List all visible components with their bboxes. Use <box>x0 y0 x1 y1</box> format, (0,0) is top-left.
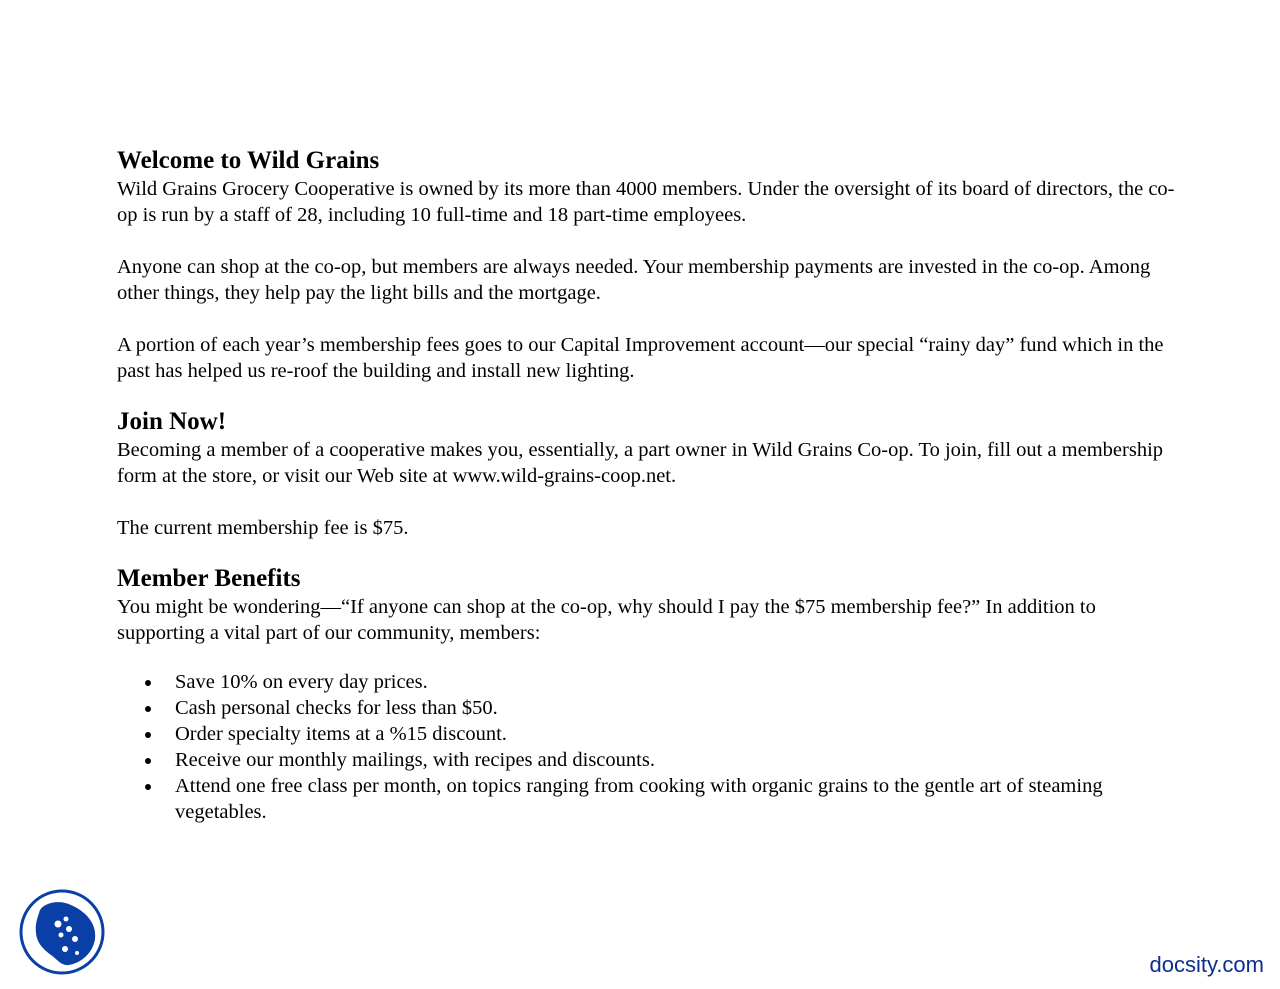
heading-join-now: Join Now! <box>117 408 227 435</box>
docsity-logo-icon[interactable] <box>19 889 105 975</box>
heading-welcome: Welcome to Wild Grains <box>117 147 380 174</box>
list-item-text: Receive our monthly mailings, with recipes and discounts. <box>175 749 655 771</box>
paragraph-capital-improvement: A portion of each year’s membership fees goes to our Capital Improvement account—our special “rainy day” fund which in the past has helped us re-roof the building and install new lighting. <box>117 334 1164 382</box>
paragraph-ownership: Wild Grains Grocery Cooperative is owned by its more than 4000 members. Under the oversight of its board of directors, the co-op is run by a staff of 28, including 10 full-time and 18 part-time employees. <box>117 178 1175 226</box>
document-page <box>117 146 1177 825</box>
bullet-icon <box>145 706 151 712</box>
paragraph-benefits-intro: You might be wondering—“If anyone can shop at the co-op, why should I pay the $75 membership fee?” In addition to supporting a vital part of our community, members: <box>117 596 1096 644</box>
list-item-text: Save 10% on every day prices. <box>175 671 428 693</box>
paragraph-membership-fee: The current membership fee is $75. <box>117 517 409 539</box>
list-item <box>117 721 1177 747</box>
list-item <box>117 773 1177 825</box>
benefits-list <box>117 669 1177 825</box>
paragraph-becoming-member: Becoming a member of a cooperative makes you, essentially, a part owner in Wild Grains Co-op. To join, fill out a membership form at the store, or visit our Web site at www.wild-grains-coop.net. <box>117 439 1164 487</box>
bullet-icon <box>145 680 151 686</box>
bullet-icon <box>145 732 151 738</box>
list-item-text: Attend one free class per month, on topics ranging from cooking with organic grains to the gentle art of steaming vegetables. <box>175 775 1103 823</box>
bullet-icon <box>145 758 151 764</box>
bullet-icon <box>145 784 151 790</box>
list-item-text: Cash personal checks for less than $50. <box>175 697 498 719</box>
list-item <box>117 747 1177 773</box>
list-item-text: Order specialty items at a %15 discount. <box>175 723 507 745</box>
heading-member-benefits: Member Benefits <box>117 565 301 592</box>
docsity-brand-link[interactable]: docsity.com <box>1149 952 1264 977</box>
list-item <box>117 695 1177 721</box>
list-item <box>117 669 1177 695</box>
paragraph-shopping: Anyone can shop at the co-op, but members are always needed. Your membership payments are invested in the co-op. Among other things, they help pay the light bills and the mortgage. <box>117 256 1151 304</box>
